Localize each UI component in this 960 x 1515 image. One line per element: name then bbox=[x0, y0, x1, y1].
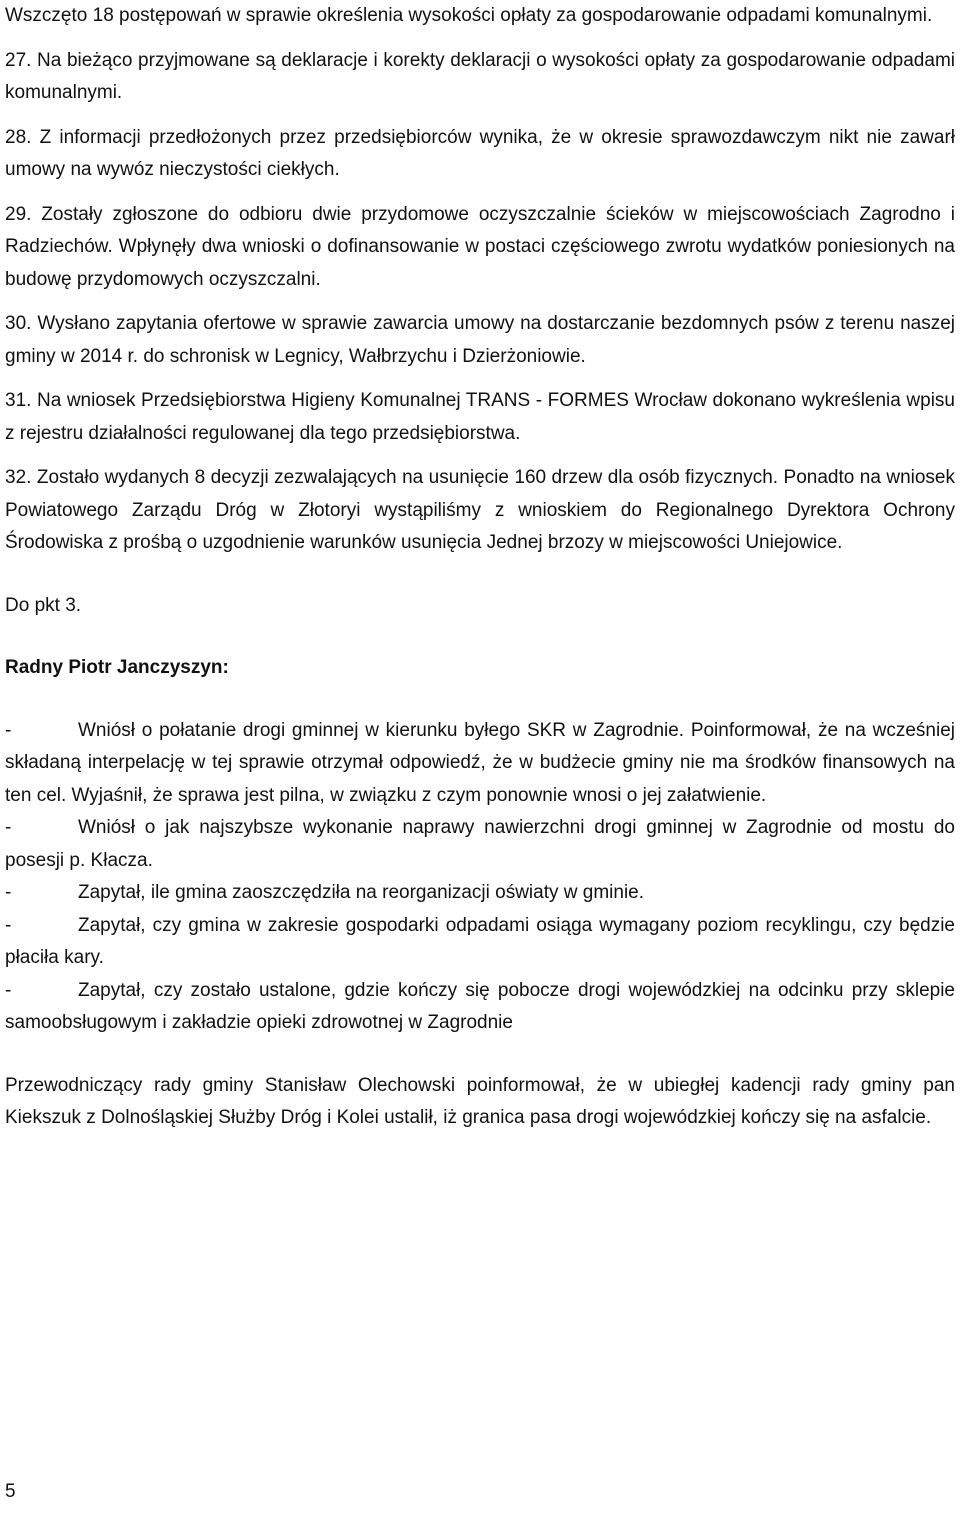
speaker-heading: Radny Piotr Janczyszyn: bbox=[5, 657, 229, 678]
dash-marker: - bbox=[5, 817, 12, 838]
page-number: 5 bbox=[5, 1481, 16, 1502]
paragraph-intro: Wszczęto 18 postępowań w sprawie określenia wysokości opłaty za gospodarowanie odpadami komunalnymi. bbox=[5, 5, 933, 26]
dash-item-5 bbox=[5, 975, 955, 1040]
paragraph-29: 29. Zostały zgłoszone do odbioru dwie przydomowe oczyszczalnie ścieków w miejscowościach Zagrodno i Radziechów. Wpłynęły dwa wnioski o dofinansowanie w postaci częściowego zwrotu wydatków poniesionych na budowę przydomowych oczyszczalni. bbox=[5, 203, 955, 290]
dash-item-2 bbox=[5, 812, 955, 877]
dash-item-1 bbox=[5, 715, 955, 813]
dash-item-text: Wniósł o połatanie drogi gminnej w kierunku byłego SKR w Zagrodnie. Poinformował, że na wcześniej składaną interpelację w tej sprawie otrzymał odpowiedź, że w budżecie gminy nie ma środków finansowych na ten cel. Wyjaśnił, że sprawa jest pilna, w związku z czym ponownie wnosi o jej załatwienie. bbox=[5, 719, 955, 806]
paragraph-28: 28. Z informacji przedłożonych przez przedsiębiorców wynika, że w okresie sprawozdawczym nikt nie zawarł umowy na wywóz nieczystości ciekłych. bbox=[5, 126, 955, 180]
dash-item-text: Zapytał, czy gmina w zakresie gospodarki odpadami osiąga wymagany poziom recyklingu, czy będzie płaciła kary. bbox=[5, 914, 955, 968]
dash-marker: - bbox=[5, 719, 12, 741]
paragraph-32: 32. Zostało wydanych 8 decyzji zezwalających na usunięcie 160 drzew dla osób fizycznych. Ponadto na wniosek Powiatowego Zarządu Dróg w Złotoryi wystąpiliśmy z wnioskiem do Regionalnego Dyrektora Ochrony Środowiska z prośbą o uzgodnienie warunków usunięcia Jednej brzozy w miejscowości Uniejowice. bbox=[5, 467, 955, 553]
dash-item-3 bbox=[5, 877, 955, 910]
paragraph-31: 31. Na wniosek Przedsiębiorstwa Higieny Komunalnej TRANS - FORMES Wrocław dokonano wykreślenia wpisu z rejestru działalności regulowanej dla tego przedsiębiorstwa. bbox=[5, 390, 955, 444]
dash-marker: - bbox=[5, 882, 12, 903]
dash-marker: - bbox=[5, 979, 12, 1001]
dash-item-4 bbox=[5, 910, 955, 975]
dash-item-text: Zapytał, ile gmina zaoszczędziła na reorganizacji oświaty w gminie. bbox=[78, 882, 645, 903]
paragraph-30: 30. Wysłano zapytania ofertowe w sprawie zawarcia umowy na dostarczanie bezdomnych psów z terenu naszej gminy w 2014 r. do schronisk w Legnicy, Wałbrzychu i Dzierżoniowie. bbox=[5, 313, 955, 367]
dash-marker: - bbox=[5, 914, 12, 936]
document-page bbox=[5, 0, 955, 1135]
paragraph-27: 27. Na bieżąco przyjmowane są deklaracje i korekty deklaracji o wysokości opłaty za gospodarowanie odpadami komunalnymi. bbox=[5, 49, 955, 103]
section-label-do-pkt: Do pkt 3. bbox=[5, 594, 82, 616]
dash-item-text: Wniósł o jak najszybsze wykonanie naprawy nawierzchni drogi gminnej w Zagrodnie od mostu do posesji p. Kłacza. bbox=[5, 817, 955, 871]
paragraph-chairman: Przewodniczący rady gminy Stanisław Olechowski poinformował, że w ubiegłej kadencji rady gminy pan Kiekszuk z Dolnośląskiej Służby Dróg i Kolei ustalił, iż granica pasa drogi wojewódzkiej kończy się na asfalcie. bbox=[5, 1074, 955, 1128]
dash-item-text: Zapytał, czy zostało ustalone, gdzie kończy się pobocze drogi wojewódzkiej na odcinku przy sklepie samoobsługowym i zakładzie opieki zdrowotnej w Zagrodnie bbox=[5, 979, 955, 1033]
